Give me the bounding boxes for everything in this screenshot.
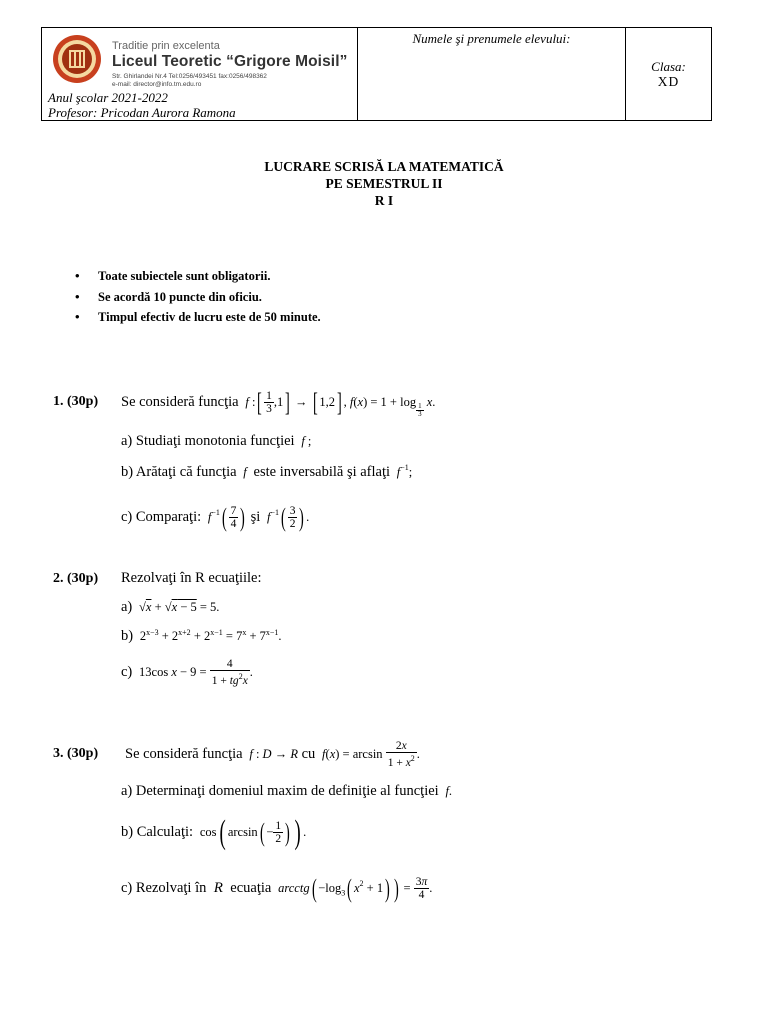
problem-3-c-text: c) Rezolvaţi în (121, 879, 207, 896)
school-year: Anul şcolar 2021-2022 (48, 90, 168, 105)
title-line-3: R I (374, 193, 394, 208)
class-cell (626, 28, 711, 120)
problem-2-statement: Rezolvaţi în R ecuaţiile: (121, 570, 262, 586)
problem-1-b-text: b) Arătaţi că funcţia (121, 463, 237, 480)
problem-1-b: b) Arătaţi că funcţia f este inversabilă şi aflaţi $f^{-1}$; (121, 463, 413, 480)
rule-item: • Se acordă 10 puncte din oficiu. (75, 287, 321, 308)
problem-1-a-text: a) Studiaţi monotonia funcţiei (121, 433, 295, 449)
problem-3-b-text: b) Calculaţi: (121, 824, 194, 840)
year-teacher (48, 90, 236, 120)
school-seal-icon (52, 34, 102, 84)
problem-1-statement-text: Se consideră funcţia (121, 394, 239, 410)
problem-2-number: 2. (30p) (53, 571, 99, 586)
school-cell (42, 28, 358, 120)
logo-address (112, 73, 267, 88)
problem-3-c-text-2: ecuaţia (230, 879, 272, 896)
rule-item: • Toate subiectele sunt obligatorii. (75, 266, 321, 287)
problem-3-c: c) Rezolvaţi în R ecuaţia arcctg( $-\log_3$( $x^2 + 1$) ) = $\frac{3\pi}{4}$ . (121, 873, 433, 903)
problem-1-statement: Se consideră funcţia f :[ $\frac{1}{3}$ ,1] → [ 1,2] , f(x) = 1 + log $_{\frac{1}{3}}$ x. (121, 387, 436, 418)
logo-address-line: Str. Ghirlandei Nr.4 Tel:0256/493451 fax:0256/498362 (112, 73, 267, 80)
problem-1-c: c) Comparaţi: $f^{-1}$( $\frac{7}{4}$ ) şi $f^{-1}$( $\frac{3}{2}$ ) . (121, 502, 310, 532)
header-table (41, 27, 712, 121)
teacher-name: Profesor: Pricodan Aurora Ramona (48, 105, 236, 120)
student-name-label: Numele şi prenumele elevului: (412, 31, 571, 46)
school-logo (50, 32, 350, 90)
exam-title (0, 158, 768, 209)
exam-rules (75, 266, 321, 328)
problem-1-c-text: c) Comparaţi: (121, 508, 202, 525)
logo-motto: Traditie prin excelenta (112, 40, 220, 52)
problem-1-a: a) Studiaţi monotonia funcţiei f ; (121, 433, 312, 449)
title-line-2: PE SEMESTRUL II (325, 176, 443, 191)
problem-1-b-text-2: este inversabilă şi aflaţi (253, 463, 391, 480)
problem-3-statement-text: Se consideră funcţia (125, 746, 243, 762)
problem-2-b-label: b) (121, 628, 134, 645)
problem-3-number: 3. (30p) (53, 746, 99, 761)
problem-2-a: a) √x + √x − 5 = 5. (121, 599, 220, 615)
problem-3-statement: Se consideră funcţia f : D → R cu f(x) = arcsin $\frac{2x}{1 + x^2}$ . (125, 740, 420, 770)
problem-3-statement-cu: cu (301, 746, 316, 762)
problem-3-a: a) Determinaţi domeniul maxim de definiţie al funcţiei f. (121, 783, 453, 799)
class-label: Clasa: (651, 59, 686, 74)
logo-email-line: e-mail: director@info.tm.edu.ro (112, 80, 202, 88)
class-value: XD (657, 74, 680, 89)
logo-school-name: Liceul Teoretic “Grigore Moisil” (112, 53, 348, 70)
problem-2-c-label: c) (121, 664, 133, 680)
problem-1-c-and: şi (250, 508, 261, 525)
title-line-1: LUCRARE SCRISĂ LA MATEMATICĂ (264, 159, 504, 174)
rule-item: • Timpul efectiv de lucru este de 50 minute. (75, 307, 321, 328)
problem-1-number: 1. (30p) (53, 394, 99, 409)
problem-2-c: c) 13cos x − 9 = $\frac{4}{1 + tg^2x}$ . (121, 658, 253, 688)
problem-3-b: b) Calculaţi: cos( arcsin( − $\frac{1}{2}$ ) ) . (121, 813, 307, 851)
problem-3-a-text: a) Determinaţi domeniul maxim de definiţie al funcţiei (121, 783, 439, 799)
student-name-cell (358, 28, 626, 120)
problem-2-a-label: a) (121, 599, 133, 615)
problem-2-b: b) $2^{x-3} + 2^{x+2} + 2^{x-1} = 7^x + 7^{x-1}$. (121, 628, 282, 645)
